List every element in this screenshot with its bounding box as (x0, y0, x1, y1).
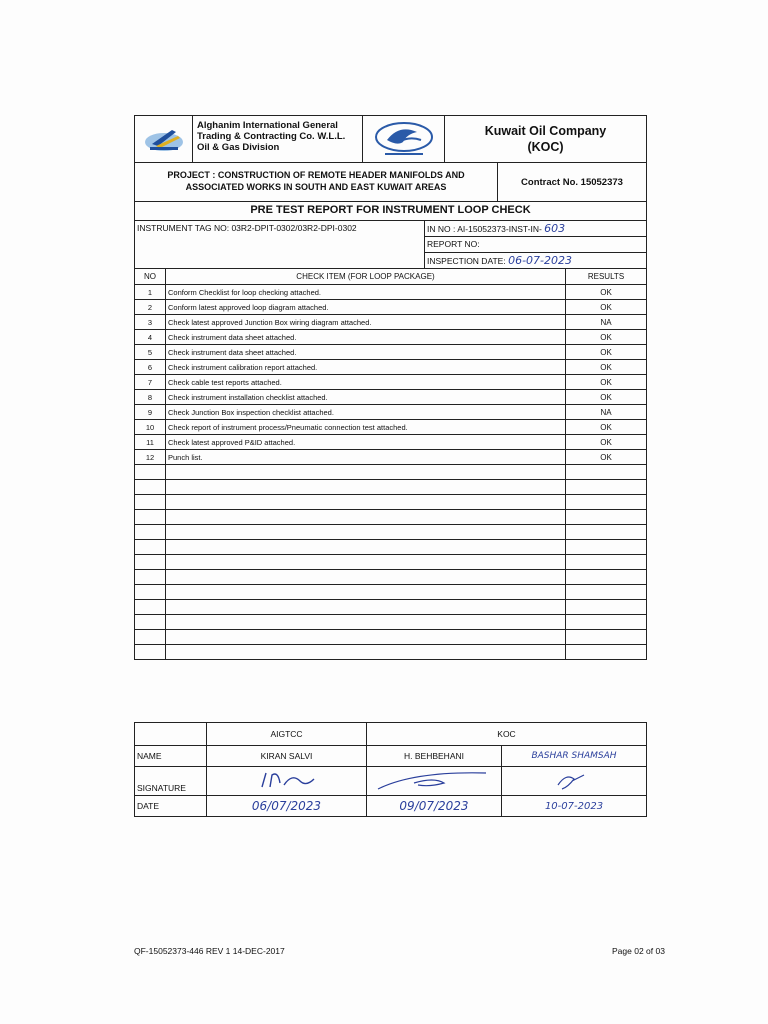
check-item: Conform Checklist for loop checking attached. (166, 285, 566, 300)
empty-cell (566, 645, 647, 660)
check-item: Conform latest approved loop diagram attached. (166, 300, 566, 315)
check-result: OK (566, 420, 647, 435)
empty-table-row (135, 615, 646, 630)
empty-table-row (135, 465, 646, 480)
report-info (135, 221, 646, 269)
empty-cell (166, 555, 566, 570)
alghanim-logo-icon (135, 116, 193, 162)
empty-table-row (135, 540, 646, 555)
check-item: Check instrument calibration report attached. (166, 360, 566, 375)
client-abbrev: (KOC) (527, 140, 564, 154)
empty-cell (135, 555, 166, 570)
in-no-label: IN NO : AI-15052373-INST-IN- (427, 224, 542, 234)
empty-table-row (135, 495, 646, 510)
row-number: 5 (135, 345, 166, 360)
table-row (135, 360, 646, 375)
empty-cell (135, 585, 166, 600)
project-title (135, 163, 498, 201)
signature-table (134, 722, 647, 817)
empty-cell (566, 465, 647, 480)
empty-cell (166, 630, 566, 645)
check-result: OK (566, 450, 647, 465)
empty-cell (566, 585, 647, 600)
check-result: OK (566, 435, 647, 450)
koc-logo-icon (363, 116, 445, 162)
table-row (135, 390, 646, 405)
check-item: Check latest approved P&ID attached. (166, 435, 566, 450)
document-header (134, 115, 647, 202)
empty-table-row (135, 645, 646, 660)
check-result: NA (566, 405, 647, 420)
empty-cell (166, 600, 566, 615)
empty-cell (566, 540, 647, 555)
empty-cell (135, 510, 166, 525)
empty-cell (166, 615, 566, 630)
table-row (135, 300, 646, 315)
empty-cell (566, 495, 647, 510)
table-row (135, 405, 646, 420)
contract-number: Contract No. 15052373 (521, 176, 623, 188)
date-label: DATE (135, 796, 207, 816)
row-number: 10 (135, 420, 166, 435)
empty-cell (135, 615, 166, 630)
table-row (135, 375, 646, 390)
check-item: Punch list. (166, 450, 566, 465)
column-header-no: NO (135, 269, 166, 285)
empty-cell (135, 570, 166, 585)
document-reference: QF-15052373-446 REV 1 14-DEC-2017 (134, 946, 285, 956)
empty-table-row (135, 510, 646, 525)
table-row (135, 345, 646, 360)
report-no-label: REPORT NO: (427, 239, 480, 249)
inspection-date-label: INSPECTION DATE: (427, 256, 506, 266)
empty-cell (566, 600, 647, 615)
empty-cell (566, 555, 647, 570)
check-result: OK (566, 300, 647, 315)
instrument-tag: INSTRUMENT TAG NO: 03R2-DPIT-0302/03R2-DPI-0302 (135, 221, 425, 268)
column-header-item: CHECK ITEM (FOR LOOP PACKAGE) (166, 269, 566, 285)
empty-cell (135, 600, 166, 615)
koc-signature-2-icon (502, 767, 646, 795)
row-number: 1 (135, 285, 166, 300)
empty-cell (166, 525, 566, 540)
koc-date-1: 09/07/2023 (367, 796, 502, 816)
check-item: Check instrument data sheet attached. (166, 345, 566, 360)
check-result: OK (566, 360, 647, 375)
row-number: 9 (135, 405, 166, 420)
check-result: OK (566, 330, 647, 345)
check-result: NA (566, 315, 647, 330)
check-result: OK (566, 285, 647, 300)
empty-cell (135, 480, 166, 495)
empty-cell (135, 495, 166, 510)
name-label: NAME (135, 746, 207, 766)
row-number: 8 (135, 390, 166, 405)
table-row (135, 315, 646, 330)
empty-table-row (135, 480, 646, 495)
row-number: 12 (135, 450, 166, 465)
empty-cell (566, 630, 647, 645)
table-row (135, 285, 646, 300)
empty-table-row (135, 525, 646, 540)
empty-cell (166, 510, 566, 525)
koc-name-1: H. BEHBEHANI (367, 746, 502, 766)
client-name (445, 116, 646, 162)
company-name-line: Trading & Contracting Co. W.L.L. (197, 131, 346, 142)
empty-cell (135, 465, 166, 480)
report-no-field (425, 237, 646, 253)
check-item: Check instrument data sheet attached. (166, 330, 566, 345)
project-line: PROJECT : CONSTRUCTION OF REMOTE HEADER MANIFOLDS AND (167, 170, 465, 180)
empty-cell (166, 585, 566, 600)
empty-table-row (135, 570, 646, 585)
row-number: 7 (135, 375, 166, 390)
empty-table-row (135, 585, 646, 600)
check-result: OK (566, 390, 647, 405)
signature-label: SIGNATURE (135, 767, 207, 795)
empty-table-row (135, 630, 646, 645)
page-number: Page 02 of 03 (612, 946, 665, 956)
table-row (135, 420, 646, 435)
company-division: Oil & Gas Division (197, 142, 280, 153)
empty-table-row (135, 555, 646, 570)
empty-cell (135, 525, 166, 540)
check-item: Check latest approved Junction Box wiring diagram attached. (166, 315, 566, 330)
koc-date-2: 10-07-2023 (544, 800, 604, 812)
row-number: 11 (135, 435, 166, 450)
aigtcc-date: 06/07/2023 (207, 796, 367, 816)
in-no-value: 603 (544, 222, 566, 235)
empty-cell (566, 510, 647, 525)
empty-table-row (135, 600, 646, 615)
row-number: 2 (135, 300, 166, 315)
loop-check-report (134, 201, 647, 660)
empty-cell (166, 495, 566, 510)
column-header-results: RESULTS (566, 269, 647, 285)
client-name-line: Kuwait Oil Company (484, 124, 607, 138)
empty-cell (566, 570, 647, 585)
company-name-line: Alghanim International General (197, 120, 338, 131)
koc-name-2: BASHAR SHAMSAH (531, 751, 617, 761)
inspection-date-value: 06-07-2023 (508, 254, 573, 267)
in-no-field (425, 221, 646, 237)
empty-cell (166, 570, 566, 585)
empty-cell (566, 615, 647, 630)
check-result: OK (566, 375, 647, 390)
check-item: Check instrument installation checklist attached. (166, 390, 566, 405)
aigtcc-name: KIRAN SALVI (207, 746, 367, 766)
column-aigtcc: AIGTCC (207, 723, 367, 745)
checklist-table (135, 269, 646, 659)
empty-cell (166, 645, 566, 660)
empty-cell (166, 540, 566, 555)
row-number: 4 (135, 330, 166, 345)
check-result: OK (566, 345, 647, 360)
check-item: Check Junction Box inspection checklist attached. (166, 405, 566, 420)
check-item: Check cable test reports attached. (166, 375, 566, 390)
project-line: ASSOCIATED WORKS IN SOUTH AND EAST KUWAIT AREAS (185, 182, 447, 192)
empty-cell (135, 645, 166, 660)
koc-signature-1-icon (367, 767, 502, 795)
empty-cell (566, 525, 647, 540)
column-koc: KOC (497, 729, 516, 739)
check-item: Check report of instrument process/Pneumatic connection test attached. (166, 420, 566, 435)
aigtcc-signature-icon (207, 767, 367, 795)
empty-cell (166, 465, 566, 480)
contractor-name (193, 116, 363, 162)
row-number: 3 (135, 315, 166, 330)
empty-cell (135, 540, 166, 555)
empty-cell (566, 480, 647, 495)
table-row (135, 450, 646, 465)
inspection-date-field (425, 253, 646, 268)
sig-corner (135, 723, 207, 745)
table-row (135, 435, 646, 450)
table-row (135, 330, 646, 345)
empty-cell (166, 480, 566, 495)
report-title: PRE TEST REPORT FOR INSTRUMENT LOOP CHECK (135, 201, 646, 221)
row-number: 6 (135, 360, 166, 375)
empty-cell (135, 630, 166, 645)
